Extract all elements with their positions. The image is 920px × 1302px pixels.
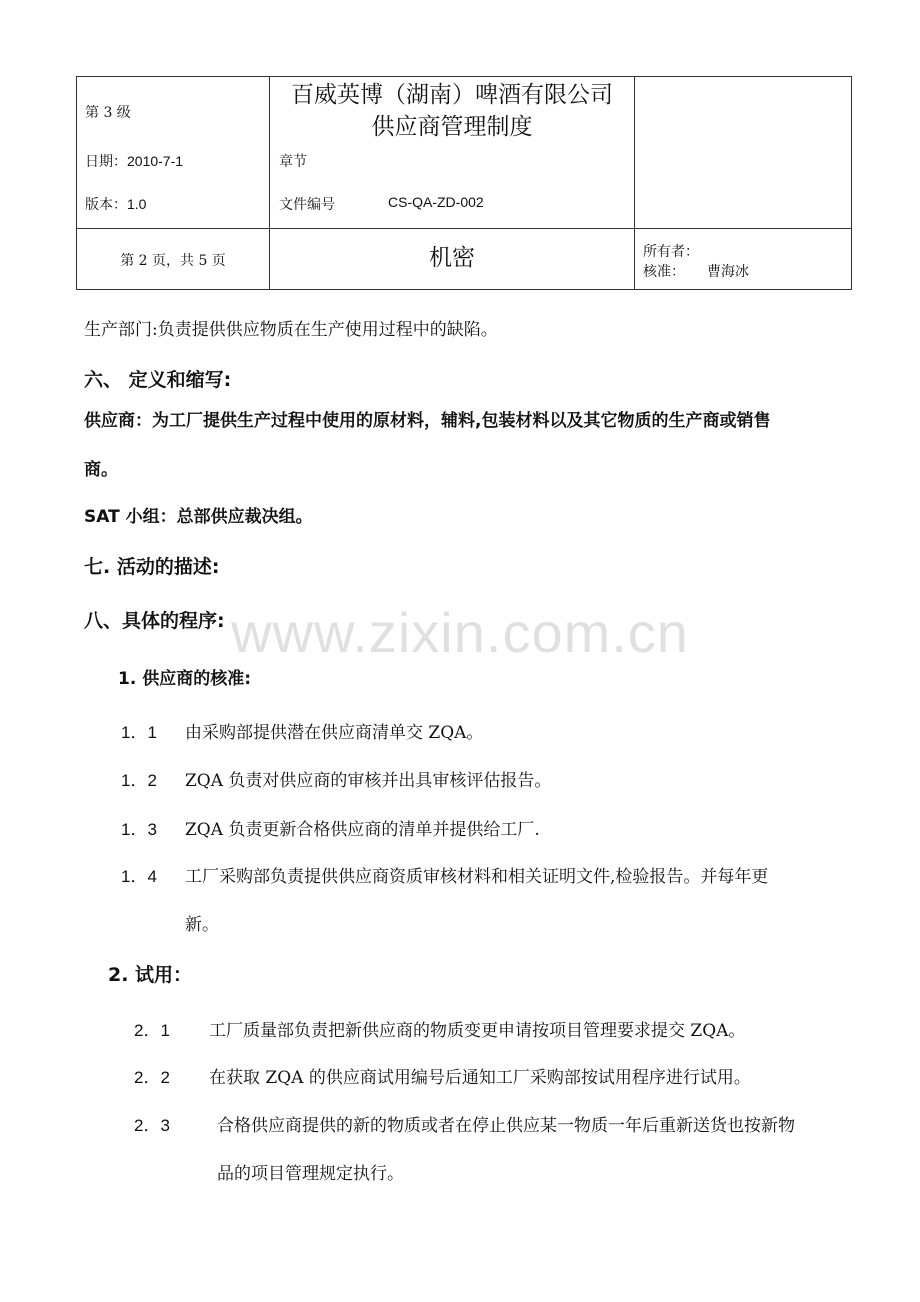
item-1-1-text: 由采购部提供潜在供应商清单交 ZQA。 (185, 723, 484, 743)
document-title: 供应商管理制度 (371, 114, 533, 140)
approver-name: 曹海冰 (707, 264, 749, 280)
owner-label: 所有者： (643, 244, 699, 260)
item-2-3-text: 合格供应商提供的新的物质或者在停止供应某一物质一年后重新送货也按新物 (217, 1116, 795, 1136)
table-divider (77, 228, 851, 229)
doc-number-label: 文件编号 (279, 197, 335, 213)
supplier-definition-cont: 商。 (84, 460, 118, 480)
item-2-3-text-cont: 品的项目管理规定执行。 (217, 1164, 404, 1184)
section-6-heading: 六、 定义和缩写: (84, 369, 232, 391)
confidential-label: 机密 (429, 245, 475, 271)
document-header-table (76, 76, 852, 290)
supplier-definition: 供应商：为工厂提供生产过程中使用的原材料，辅料,包装材料以及其它物质的生产商或销售 (84, 411, 771, 431)
section-8-heading: 八、具体的程序: (84, 610, 225, 632)
section-7-heading: 七. 活动的描述: (84, 556, 220, 578)
item-number: 1．3 (121, 820, 157, 839)
sat-definition: SAT 小组：总部供应裁决组。 (84, 507, 313, 527)
item-1-4-text-cont: 新。 (185, 915, 219, 935)
table-divider (634, 77, 635, 289)
chapter-label: 章节 (279, 154, 307, 170)
subsection-1-heading: 1. 供应商的核准: (118, 669, 252, 689)
page-info: 第 2 页，共 5 页 (120, 253, 226, 269)
item-number: 1．1 (121, 723, 157, 742)
item-1-2-text: ZQA 负责对供应商的审核并出具审核评估报告。 (185, 771, 552, 791)
doc-number: CS-QA-ZD-002 (388, 194, 484, 210)
approver-label: 核准： (643, 264, 685, 280)
item-number: 2．3 (134, 1116, 170, 1135)
level-label: 第 3 级 (85, 105, 131, 121)
item-2-2-text: 在获取 ZQA 的供应商试用编号后通知工厂采购部按试用程序进行试用。 (209, 1068, 751, 1088)
item-number: 1．4 (121, 867, 157, 886)
production-dept-line: 生产部门:负责提供供应物质在生产使用过程中的缺陷。 (84, 320, 498, 340)
version-label: 版本：1.0 (85, 196, 147, 212)
item-number: 1．2 (121, 771, 157, 790)
item-1-4-text: 工厂采购部负责提供供应商资质审核材料和相关证明文件,检验报告。并每年更 (185, 867, 769, 887)
item-number: 2．2 (134, 1068, 170, 1087)
date-label: 日期：2010-7-1 (85, 153, 184, 169)
watermark: www.zixin.com.cn (231, 601, 689, 664)
item-1-3-text: ZQA 负责更新合格供应商的清单并提供给工厂. (185, 820, 540, 840)
item-number: 2．1 (134, 1021, 170, 1040)
company-name: 百威英博（湖南）啤酒有限公司 (291, 82, 613, 108)
item-2-1-text: 工厂质量部负责把新供应商的物质变更申请按项目管理要求提交 ZQA。 (209, 1021, 746, 1041)
subsection-2-heading: 2. 试用： (108, 964, 193, 986)
